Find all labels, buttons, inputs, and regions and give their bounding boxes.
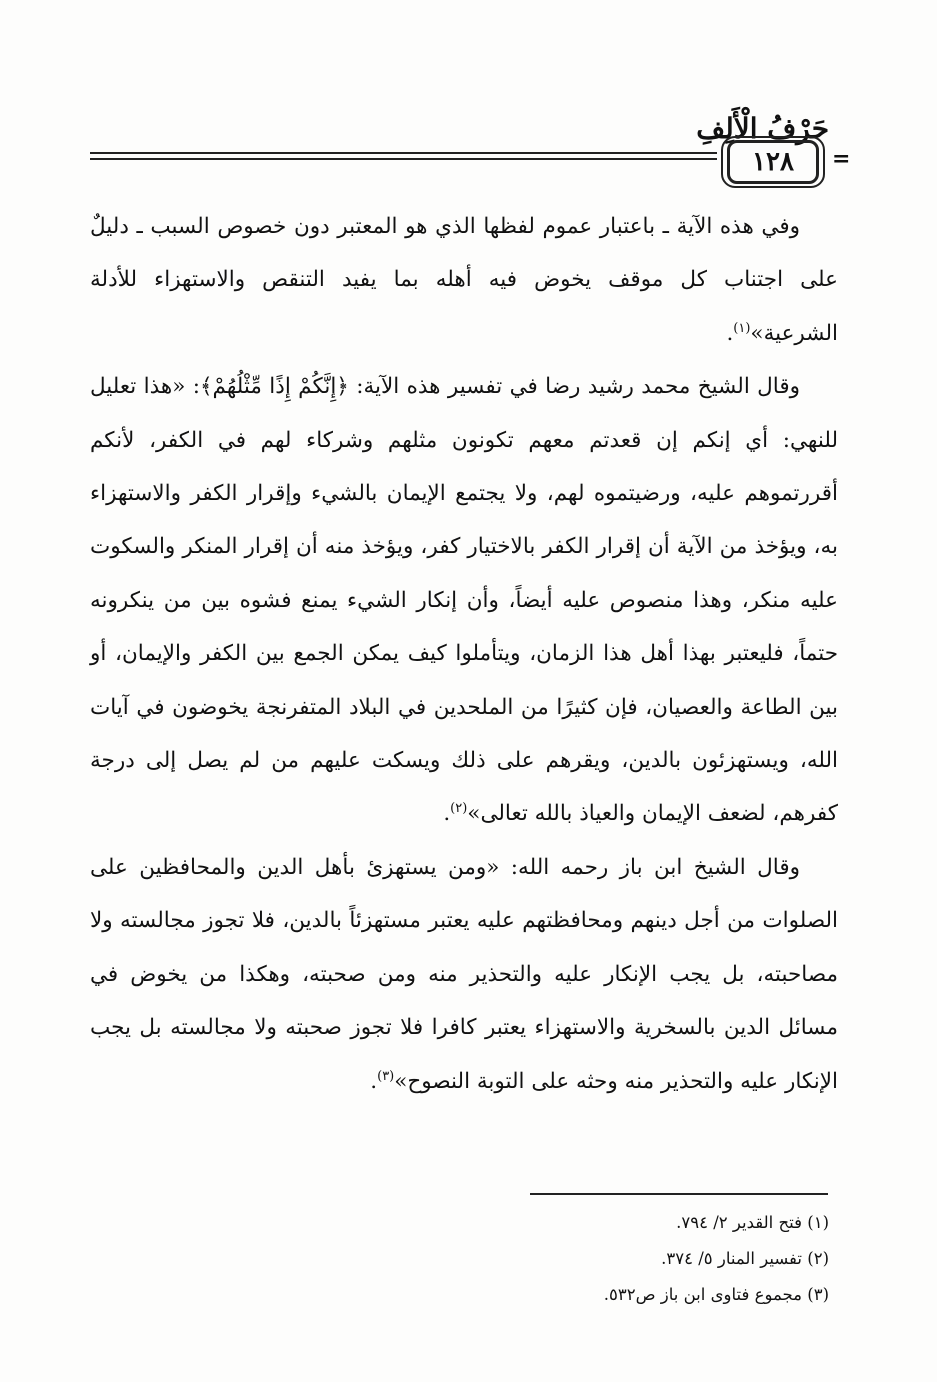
footnote-1: (١) فتح القدير ٢/ ٧٩٤. (676, 1213, 829, 1232)
paragraph-2-end: . (443, 801, 451, 827)
footnote-2: (٢) تفسير المنار ٥/ ٣٧٤. (661, 1249, 829, 1268)
header-rule-top (90, 152, 717, 154)
header-mark: = (832, 146, 851, 172)
paragraph-1 (90, 200, 838, 360)
chapter-title: حَرْفُ الْأَلِفِ (696, 112, 829, 145)
page-number: ١٢٨ (727, 140, 819, 184)
main-text (90, 200, 838, 1108)
footnotes (604, 1205, 829, 1313)
paragraph-2 (90, 360, 838, 841)
paragraph-3-end: . (370, 1068, 378, 1094)
footnote-separator (530, 1193, 828, 1195)
paragraph-2-text: وقال الشيخ محمد رشيد رضا في تفسير هذه الآية: ﴿إِنَّكُمْ إِذًا مِّثْلُهُمْ﴾: «هذا تعليل للنهي: أي إنكم إن قعدتم معهم تكونون مثلهم وشركاء لهم في الكفر، لأنكم أقررتموهم عليه، ورضيتموه لهم، ولا يجتمع الإيمان بالشيء وإقرار الكفر والاستهزاء به، ويؤخذ من الآية أن إقرار الكفر بالاختيار كفر، ويؤخذ منه أن إقرار المنكر والسكوت عليه منكر، وهذا منصوص عليه أيضاً، وأن إنكار الشيء يمنع فشوه بين من ينكرونه حتماً، فليعتبر بهذا أهل هذا الزمان، ويتأملوا كيف يمكن الجمع بين الكفر والإيمان، أو بين الطاعة والعصيان، فإن كثيرًا من الملحدين في البلاد المتفرنجة يخوضون في آيات الله، ويستهزئون بالدين، ويقرهم على ذلك ويسكت عليهم من لم يصل إلى درجة كفرهم، لضعف الإيمان والعياذ بالله تعالى» (90, 374, 838, 827)
footnote-ref-1: (١) (733, 320, 751, 336)
footnote-ref-2: (٢) (450, 801, 468, 817)
footnote-ref-3: (٣) (377, 1068, 395, 1084)
paragraph-1-end: . (726, 320, 734, 346)
paragraph-3 (90, 841, 838, 1108)
paragraph-3-text: وقال الشيخ ابن باز رحمه الله: «ومن يستهزئ بأهل الدين والمحافظين على الصلوات من أجل دينهم ومحافظتهم عليه يعتبر مستهزئاً بالدين، فلا تجوز مجالسته ولا مصاحبته، بل يجب الإنكار عليه والتحذير منه ومن صحبته، وهكذا من يخوض في مسائل الدين بالسخرية والاستهزاء يعتبر كافرا فلا تجوز صحبته ولا مجالسته بل يجب الإنكار عليه والتحذير منه وحثه على التوبة النصوح» (90, 854, 838, 1094)
footnote-3: (٣) مجموع فتاوى ابن باز ص٥٣٢. (603, 1285, 829, 1304)
paragraph-1-text: وفي هذه الآية ـ باعتبار عموم لفظها الذي هو المعتبر دون خصوص السبب ـ دليلٌ على اجتناب كل موقف يخوض فيه أهله بما يفيد التنقص والاستهزاء للأدلة الشرعية» (90, 214, 838, 346)
header-rule-bottom (90, 158, 717, 160)
